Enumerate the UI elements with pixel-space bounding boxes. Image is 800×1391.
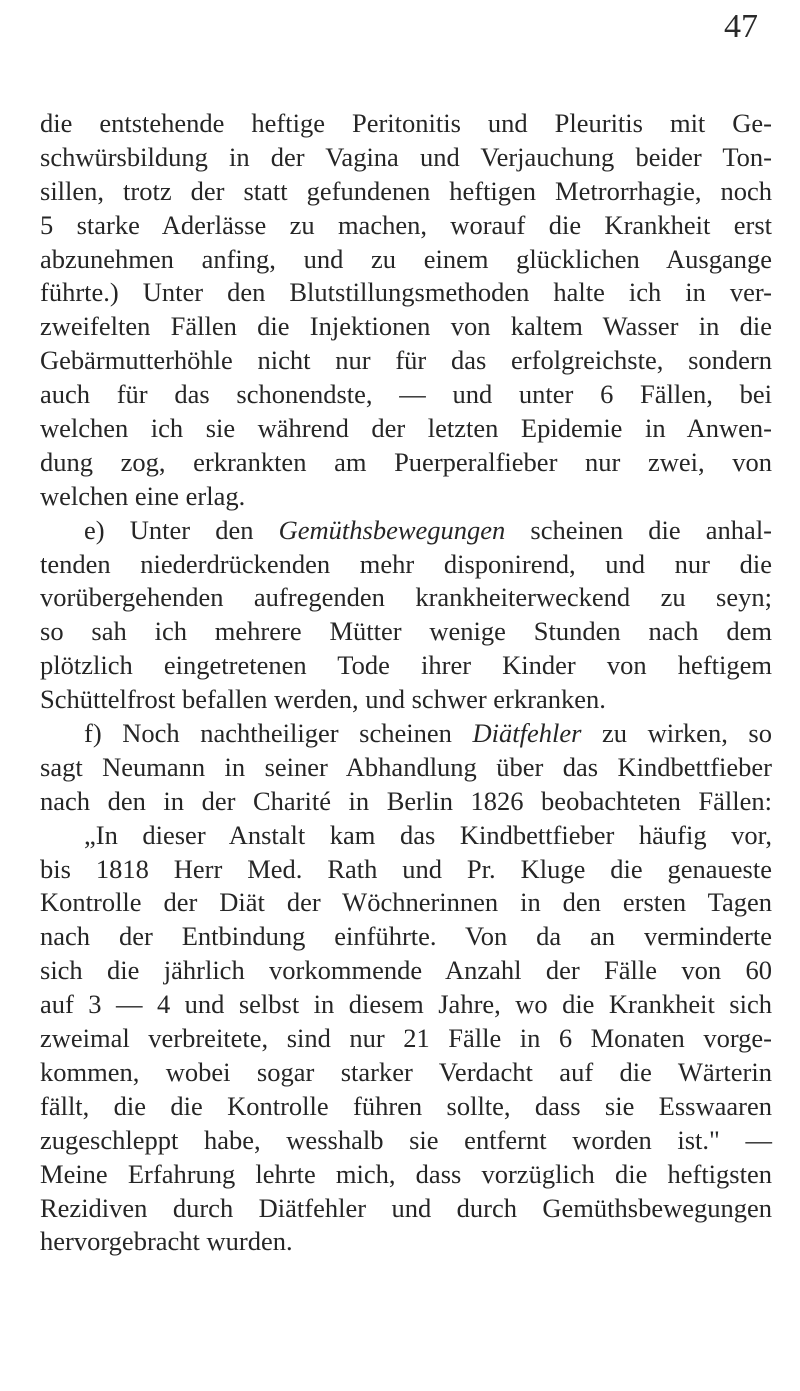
text-line: auf 3 — 4 und selbst in diesem Jahre, wo die Krankheit sich (40, 989, 772, 1020)
text-line: Meine Erfahrung lehrte mich, dass vorzüglich die heftigsten (40, 1158, 772, 1189)
text-run: f) Noch nachtheiliger scheinen (84, 718, 473, 749)
text-line: schwürsbildung in der Vagina und Verjauchung beider Ton- (40, 141, 772, 172)
text-line: nach den in der Charité in Berlin 1826 beobachteten Fällen: (40, 785, 772, 816)
text-line: sillen, trotz der statt gefundenen heftigen Metrorrhagie, noch (40, 175, 772, 206)
text-line: sich die jährlich vorkommende Anzahl der Fälle von 60 (40, 955, 772, 986)
text-line: die entstehende heftige Peritonitis und Pleuritis mit Ge- (40, 108, 772, 138)
text-line: dung zog, erkrankten am Puerperalfieber nur zwei, von (40, 446, 772, 477)
text-line: bis 1818 Herr Med. Rath und Pr. Kluge die genaueste (40, 853, 772, 884)
text-line: plötzlich eingetretenen Tode ihrer Kinder von heftigem (40, 650, 772, 681)
text-line: abzunehmen anfing, und zu einem glücklichen Ausgange (40, 243, 772, 274)
text-line: Kontrolle der Diät der Wöchnerinnen in den ersten Tagen (40, 887, 772, 918)
text-run: e) Unter den (84, 514, 279, 545)
text-line: auch für das schonendste, — und unter 6 Fällen, bei (40, 379, 772, 410)
text-line: zweimal verbreitete, sind nur 21 Fälle in 6 Monaten vorge- (40, 1023, 772, 1054)
italic-term: Gemüthsbewegungen (278, 514, 506, 545)
text-line: fällt, die die Kontrolle führen sollte, dass sie Esswaaren (40, 1090, 772, 1121)
text-line: sagt Neumann in seiner Abhandlung über das Kindbettfieber (40, 751, 772, 782)
text-line: 5 starke Aderlässe zu machen, worauf die Krankheit erst (40, 209, 772, 240)
text-line-paragraph-f (40, 717, 772, 751)
text-line: tenden niederdrückenden mehr disponirend, und nur die (40, 548, 772, 579)
text-line: welchen ich sie während der letzten Epidemie in Anwen- (40, 413, 772, 444)
text-line: zweifelten Fällen die Injektionen von kaltem Wasser in die (40, 311, 772, 342)
text-line: kommen, wobei sogar starker Verdacht auf die Wärterin (40, 1056, 772, 1087)
text-line: welchen eine erlag. (40, 480, 246, 511)
text-line: Gebärmutterhöhle nicht nur für das erfolgreichste, sondern (40, 345, 772, 376)
body-text (40, 107, 772, 1259)
page-number: 47 (724, 8, 758, 45)
text-line: Schüttelfrost befallen werden, und schwer erkranken. (40, 684, 606, 715)
text-run: scheinen die anhal- (505, 514, 773, 545)
text-line: zugeschleppt habe, wesshalb sie entfernt worden ist." — (40, 1124, 772, 1155)
text-line: hervorgebracht wurden. (40, 1226, 293, 1257)
text-run: zu wirken, so (581, 718, 772, 749)
italic-term: Diätfehler (472, 718, 582, 749)
text-line-paragraph-e (40, 514, 772, 548)
text-line: führte.) Unter den Blutstillungsmethoden halte ich in ver- (40, 277, 772, 308)
text-line: Rezidiven durch Diätfehler und durch Gemüthsbewegungen (40, 1192, 772, 1223)
text-line: vorübergehenden aufregenden krankheiterweckend zu seyn; (40, 582, 772, 613)
text-line: nach der Entbindung einführte. Von da an verminderte (40, 921, 772, 952)
text-line-quote-start: „In dieser Anstalt kam das Kindbettfieber häufig vor, (84, 819, 772, 850)
text-line: so sah ich mehrere Mütter wenige Stunden nach dem (40, 616, 772, 647)
